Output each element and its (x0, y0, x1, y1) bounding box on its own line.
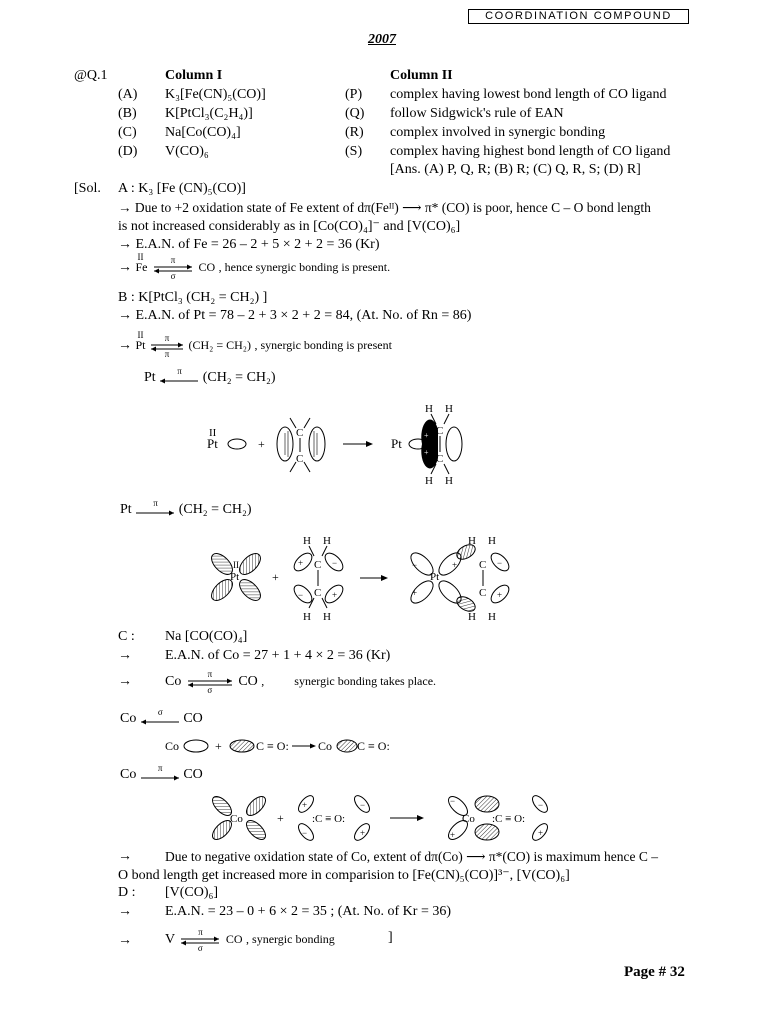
row-label: (S) (345, 144, 363, 159)
pt-to-ethene-sigma-line (144, 365, 276, 386)
part-c-note: O bond length get increased more in comparision to [Fe(CN)₅(CO)]³⁻, [V(CO)₆] (118, 868, 570, 883)
oxidation-state: II (209, 427, 217, 439)
page-number: Page # 32 (624, 964, 685, 980)
ligand-symbol: CO (183, 711, 203, 726)
carbon-label: C (436, 453, 444, 465)
carbon-label: C (296, 453, 304, 465)
pi-label: π (153, 497, 158, 508)
pi-label: π (170, 255, 176, 265)
arrow-symbol: → (118, 648, 132, 663)
arrow-symbol: → (118, 674, 132, 689)
plus-sign: + (298, 558, 304, 568)
part-d-ean: E.A.N. = 23 – 0 + 6 × 2 = 35 ; (At. No. of Kr = 36) (165, 904, 452, 919)
right-arrow-icon (135, 497, 175, 517)
part-c-label: C : (118, 629, 135, 644)
hydrogen-label: H (303, 611, 311, 623)
arrow-symbol: → (118, 260, 132, 276)
pt-ethene-sigma-diagram (200, 400, 480, 490)
plus-sign: + (497, 590, 503, 600)
pi-label: π (207, 669, 213, 679)
co-label: Co (318, 739, 333, 753)
left-arrow-icon (140, 706, 180, 726)
column-1-title: Column I (165, 68, 223, 83)
left-arrow-icon (159, 365, 199, 385)
metal-symbol: Co (165, 674, 182, 690)
pi-label: π (164, 333, 170, 343)
co-ligand-label: :C ≡ O: (492, 813, 526, 825)
right-arrow-icon (140, 762, 180, 782)
minus-sign: − (497, 558, 503, 568)
plus-sign: + (452, 560, 458, 570)
co-label: Co (230, 813, 243, 825)
reaction-arrow-icon (366, 441, 373, 447)
part-b-synergic-line (118, 330, 392, 359)
hydrogen-label: H (468, 611, 476, 623)
minus-sign: − (332, 558, 338, 568)
metal-symbol: Co (120, 711, 137, 726)
pi-label: π (198, 927, 203, 937)
co-label: Co (165, 739, 180, 753)
part-c-formula: Na [CO(CO)₄] (165, 629, 248, 644)
co-ligand-label: :C ≡ O: (312, 813, 346, 825)
plus-sign: + (302, 800, 308, 810)
orbital-lobe (228, 439, 246, 449)
column-1-item: V(CO)₆ (165, 144, 209, 159)
pt-label: Pt (391, 436, 402, 451)
metal-symbol: Pt (144, 370, 156, 385)
metal-symbol: Co (120, 767, 137, 782)
hydrogen-label: H (323, 535, 331, 547)
column-2-item: complex having highest bond length of CO ligand (390, 144, 671, 159)
part-d-formula: [V(CO)₆] (165, 885, 219, 900)
pt-label: Pt (430, 571, 440, 583)
sigma-label: σ (207, 685, 213, 695)
arrow-symbol: → (118, 849, 132, 864)
plus-sign: + (332, 590, 338, 600)
hydrogen-label: H (425, 403, 433, 415)
plus-sign: + (424, 448, 429, 457)
hydrogen-label: H (488, 611, 496, 623)
synergic-arrow-icon (149, 333, 185, 359)
sigma-label: σ (170, 271, 176, 281)
column-2-item: follow Sidgwick's rule of EAN (390, 106, 564, 121)
co-pi-line (120, 762, 203, 783)
column-1-item: Na[Co(CO)₄] (165, 125, 241, 140)
plus-sign: + (412, 588, 418, 598)
metal-symbol: V (165, 932, 175, 948)
pt-ethene-pi-diagram (200, 532, 530, 626)
ligand-symbol: CO (183, 767, 203, 782)
part-c-note: Due to negative oxidation state of Co, extent of dπ(Co) ⟶ π*(CO) is maximum hence C – (165, 849, 659, 864)
plus-sign: + (450, 830, 456, 840)
sigma-label: σ (197, 943, 203, 953)
co-sigma-line (120, 706, 203, 727)
column-2-item: complex having lowest bond length of CO ligand (390, 87, 667, 102)
ligand-symbol: CO (198, 260, 216, 275)
closing-bracket: ] (388, 930, 393, 945)
part-a-heading: A : K₃ [Fe (CN)₅(CO)] (118, 181, 246, 196)
oxidation-state: II (233, 560, 239, 570)
synergic-note: , synergic bonding is present (254, 338, 392, 353)
carbon-label: C (479, 559, 487, 571)
carbon-label: C (314, 587, 322, 599)
co-ligand-label: C ≡ O: (256, 739, 289, 753)
ligand-symbol: CO (238, 674, 258, 690)
minus-sign: − (298, 590, 304, 600)
ligand-symbol: (CH₂ = CH₂) (178, 502, 252, 517)
ligand-symbol: (CH₂ = CH₂) (202, 370, 276, 385)
plus-sign: + (424, 431, 429, 440)
plus-sign: + (538, 828, 544, 838)
plus-sign: + (277, 811, 284, 825)
minus-sign: − (302, 828, 308, 838)
part-a-text: → Due to +2 oxidation state of Fe extent of dπ(Feᴵᴵ) ⟶ π* (CO) is poor, hence C – O bond length (118, 200, 651, 215)
minus-sign: − (412, 560, 418, 570)
arrow-symbol: → (118, 933, 132, 948)
part-d-synergic-line (165, 927, 335, 953)
hydrogen-label: H (445, 403, 453, 415)
arrow-symbol: → (118, 338, 132, 354)
part-a-text: is not increased considerably as in [Co(CO)₄]⁻ and [V(CO)₆] (118, 219, 461, 234)
sigma-label: σ (157, 706, 163, 717)
question-number: @Q.1 (74, 68, 108, 83)
metal-symbol: Pt (120, 502, 132, 517)
hydrogen-label: H (468, 535, 476, 547)
part-b-heading: B : K[PtCl₃ (CH₂ = CH₂) ] (118, 290, 268, 305)
carbon-label: C (436, 425, 444, 437)
oxidation-state: II (137, 252, 144, 263)
part-c-ean: E.A.N. of Co = 27 + 1 + 4 × 2 = 36 (Kr) (165, 648, 391, 663)
minus-sign: − (450, 796, 456, 806)
synergic-arrow-icon (178, 927, 222, 953)
plus-sign: + (272, 570, 279, 584)
plus-sign: + (215, 739, 222, 753)
pt-to-ethene-pi-line (120, 497, 252, 518)
synergic-note: , synergic bonding (246, 932, 335, 947)
co-pi-backbonding-diagram (200, 790, 570, 846)
reaction-arrow-icon (417, 815, 424, 821)
column-1-item: K₃[Fe(CN)₅(CO)] (165, 87, 266, 102)
year-heading: 2007 (368, 32, 396, 47)
hydrogen-label: H (303, 535, 311, 547)
hydrogen-label: H (445, 475, 453, 487)
minus-sign: − (360, 800, 366, 810)
carbon-label: C (314, 559, 322, 571)
synergic-note: , synergic bonding takes place. (261, 674, 437, 689)
co-sigma-diagram (160, 732, 410, 762)
arrow-symbol: → (118, 904, 132, 919)
pt-label: Pt (230, 571, 240, 583)
part-d-label: D : (118, 885, 136, 900)
row-label: (R) (345, 125, 364, 140)
part-a-ean: → E.A.N. of Fe = 26 – 2 + 5 × 2 + 2 = 36 (Kr) (118, 237, 380, 252)
column-1-item: K[PtCl₃(C₂H₄)] (165, 106, 253, 121)
synergic-note: , hence synergic bonding is present. (218, 260, 391, 275)
hydrogen-label: H (323, 611, 331, 623)
reaction-arrow-icon (310, 744, 316, 749)
hydrogen-label: H (488, 535, 496, 547)
row-label: (C) (118, 125, 137, 140)
ligand-symbol: (CH₂ = CH₂) (188, 338, 251, 353)
pi-label: π (157, 762, 163, 773)
row-label: (D) (118, 144, 138, 159)
pi-label: π (177, 365, 182, 376)
row-label: (A) (118, 87, 138, 102)
oxidation-state: II (137, 330, 144, 341)
hydrogen-label: H (425, 475, 433, 487)
metal-symbol: Fe (135, 260, 148, 275)
column-2-item: complex involved in synergic bonding (390, 125, 606, 140)
plus-sign: + (258, 437, 265, 451)
synergic-arrow-icon (185, 669, 235, 695)
part-a-synergic-line (118, 252, 391, 281)
carbon-label: C (296, 427, 304, 439)
part-b-ean: → E.A.N. of Pt = 78 – 2 + 3 × 2 + 2 = 84, (At. No. of Rn = 86) (118, 308, 472, 323)
co-label: Co (462, 813, 475, 825)
minus-sign: − (538, 800, 544, 810)
column-2-title: Column II (390, 68, 453, 83)
reaction-arrow-icon (381, 575, 388, 581)
pt-label: Pt (207, 436, 218, 451)
carbon-label: C (479, 587, 487, 599)
row-label: (B) (118, 106, 137, 121)
answer-line: [Ans. (A) P, Q, R; (B) R; (C) Q, R, S; (D) R] (390, 162, 641, 177)
row-label: (P) (345, 87, 363, 102)
synergic-arrow-icon (151, 255, 195, 281)
metal-symbol: Pt (135, 338, 146, 353)
ligand-symbol: CO (225, 932, 243, 947)
section-header: COORDINATION COMPOUND (468, 9, 689, 24)
row-label: (Q) (345, 106, 365, 121)
plus-sign: + (360, 828, 366, 838)
solution-label: [Sol. (74, 181, 101, 196)
part-c-synergic-line (165, 669, 437, 695)
pi-label: π (164, 349, 170, 359)
co-ligand-label: C ≡ O: (357, 739, 390, 753)
